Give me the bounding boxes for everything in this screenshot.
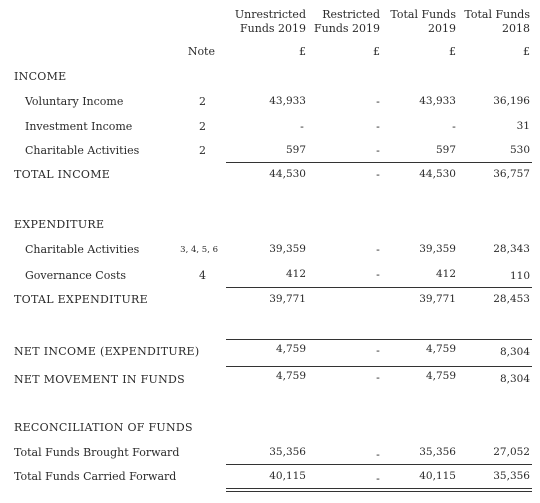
cell-value: 4,759 [425, 370, 456, 382]
row-note: 3, 4, 5, 6 [180, 245, 218, 255]
section-heading-expenditure: EXPENDITURE [14, 218, 105, 231]
cell-value: 8,304 [499, 346, 530, 358]
cell-value: 40,115 [419, 470, 456, 482]
row-label-total-expenditure: TOTAL EXPENDITURE [14, 293, 148, 306]
currency-symbol: £ [299, 45, 306, 58]
row-note: 4 [199, 269, 206, 282]
cell-value: 4,759 [425, 343, 456, 355]
col-header-line2: 2019 [428, 22, 456, 35]
cell-value: - [376, 448, 380, 461]
col-header-line1: Unrestricted [234, 8, 306, 21]
cell-value: - [376, 120, 380, 133]
row-label: Voluntary Income [25, 95, 124, 108]
cell-value: 28,343 [493, 243, 530, 255]
row-label-net-income: NET INCOME (EXPENDITURE) [14, 345, 200, 358]
cell-value: 40,115 [269, 470, 306, 482]
col-header-total-2018 [450, 8, 530, 36]
cell-value: 43,933 [419, 95, 456, 107]
cell-value: - [376, 144, 380, 157]
cell-value: 39,771 [419, 293, 456, 305]
cell-value: - [376, 344, 380, 357]
total-rule [226, 488, 532, 489]
cell-value: 35,356 [419, 446, 456, 458]
row-note: 2 [199, 144, 206, 157]
cell-value: 31 [516, 120, 530, 132]
col-header-total-2019 [376, 8, 456, 36]
cell-value: 530 [509, 144, 530, 156]
total-rule [226, 491, 532, 492]
cell-value: 28,453 [493, 293, 530, 305]
row-label: Charitable Activities [25, 144, 140, 157]
cell-value: 4,759 [275, 370, 306, 382]
section-heading-income: INCOME [14, 70, 67, 83]
subtotal-rule [226, 464, 532, 465]
cell-value: - [452, 120, 456, 133]
col-header-line2: Funds 2019 [314, 22, 380, 35]
col-header-line1: Restricted [322, 8, 380, 21]
cell-value: 36,757 [493, 168, 530, 180]
cell-value: 597 [285, 144, 306, 156]
col-header-restricted [300, 8, 380, 36]
cell-value: - [300, 120, 304, 133]
cell-value: - [376, 243, 380, 256]
cell-value: 36,196 [493, 95, 530, 107]
row-note: 2 [199, 95, 206, 108]
cell-value: 39,771 [269, 293, 306, 305]
col-header-unrestricted [226, 8, 306, 36]
note-header: Note [187, 45, 215, 58]
cell-value: 39,359 [269, 243, 306, 255]
cell-value: 39,359 [419, 243, 456, 255]
subtotal-rule [226, 366, 532, 367]
cell-value: 412 [285, 268, 306, 280]
row-label: Total Funds Carried Forward [14, 470, 177, 483]
row-label: Investment Income [25, 120, 133, 133]
cell-value: 4,759 [275, 343, 306, 355]
subtotal-rule [226, 339, 532, 340]
cell-value: 27,052 [493, 446, 530, 458]
cell-value: 43,933 [269, 95, 306, 107]
row-label-net-movement: NET MOVEMENT IN FUNDS [14, 373, 185, 386]
cell-value: - [376, 268, 380, 281]
cell-value: 412 [435, 268, 456, 280]
col-header-line2: Funds 2019 [240, 22, 306, 35]
cell-value: 8,304 [499, 373, 530, 385]
cell-value: 110 [509, 270, 530, 282]
col-header-line1: Total Funds [390, 8, 456, 21]
currency-symbol: £ [373, 45, 380, 58]
cell-value: - [376, 168, 380, 181]
cell-value: 44,530 [269, 168, 306, 180]
row-label: Total Funds Brought Forward [14, 446, 180, 459]
row-label: Governance Costs [25, 269, 127, 282]
cell-value: - [376, 95, 380, 108]
cell-value: 35,356 [493, 470, 530, 482]
cell-value: - [376, 371, 380, 384]
col-header-line1: Total Funds [464, 8, 530, 21]
col-header-line2: 2018 [502, 22, 530, 35]
cell-value: 35,356 [269, 446, 306, 458]
cell-value: 44,530 [419, 168, 456, 180]
section-heading-reconciliation: RECONCILIATION OF FUNDS [14, 421, 193, 434]
row-label-total-income: TOTAL INCOME [14, 168, 111, 181]
cell-value: - [376, 472, 380, 485]
row-label: Charitable Activities [25, 243, 140, 256]
currency-symbol: £ [523, 45, 530, 58]
subtotal-rule [226, 162, 532, 163]
row-note: 2 [199, 120, 206, 133]
cell-value: 597 [435, 144, 456, 156]
subtotal-rule [226, 287, 532, 288]
currency-symbol: £ [449, 45, 456, 58]
